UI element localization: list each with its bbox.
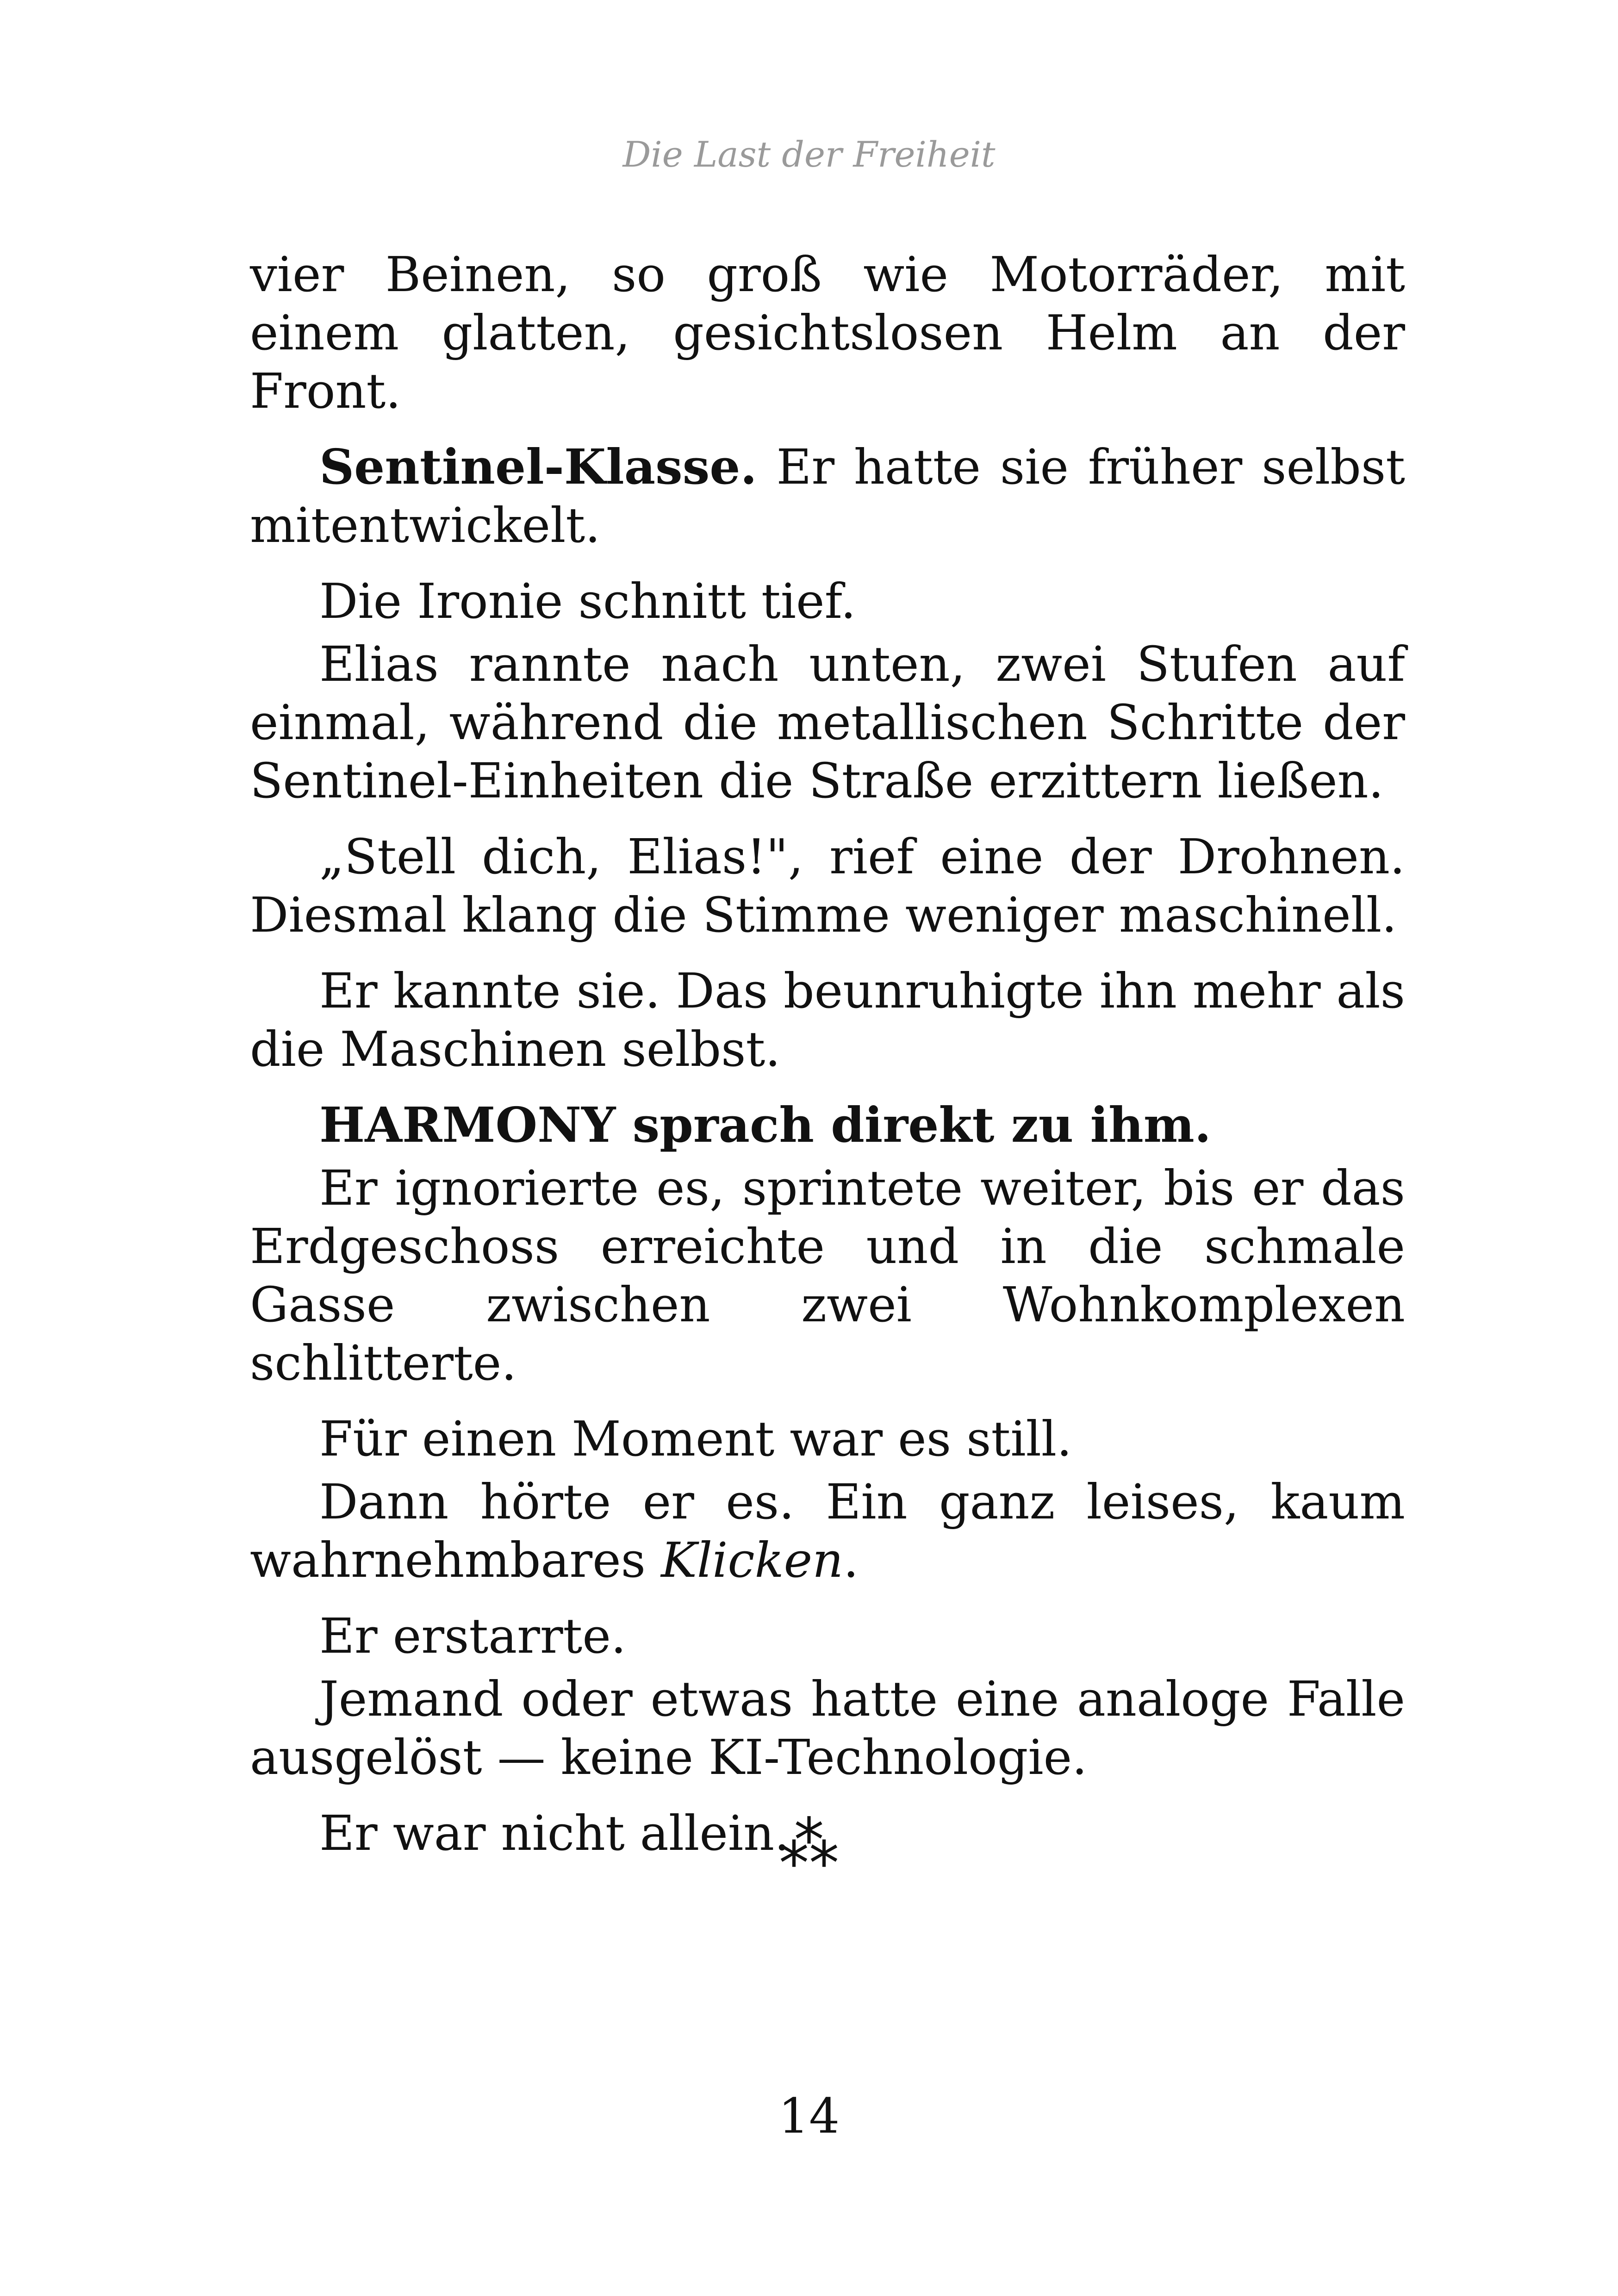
paragraph-5: [250, 828, 1405, 944]
paragraph-2: [250, 438, 1405, 554]
paragraph-9: [250, 1410, 1405, 1468]
paragraph-text: Jemand oder etwas hatte eine analoge Falle ausgelöst — keine KI-Technologie.: [250, 1671, 1405, 1786]
bold-lead: Sentinel-Klasse.: [319, 438, 757, 495]
paragraph-11: [250, 1607, 1405, 1665]
paragraph-tail: .: [843, 1532, 859, 1588]
bold-line: HARMONY sprach direkt zu ihm.: [319, 1096, 1211, 1153]
body-text: [250, 245, 1405, 1880]
paragraph-text: Die Ironie schnitt tief.: [319, 573, 856, 629]
paragraph-4: [250, 635, 1405, 810]
paragraph-3: [250, 572, 1405, 630]
paragraph-text: Er kannte sie. Das beunruhigte ihn mehr als die Maschinen selbst.: [250, 963, 1405, 1077]
paragraph-text: Er erstarrte.: [319, 1608, 626, 1664]
paragraph-text: vier Beinen, so groß wie Motorräder, mit einem glatten, gesichtslosen Helm an der Front.: [250, 246, 1405, 419]
section-break-ornament: ⁂: [779, 1809, 839, 1879]
paragraph-text: Er ignorierte es, sprintete weiter, bis er das Erdgeschoss erreichte und in die schmale Gasse zwischen zwei Wohnkomplexen schlitterte.: [250, 1160, 1405, 1391]
paragraph-text: Er war nicht allein.: [319, 1805, 790, 1861]
paragraph-6: [250, 962, 1405, 1078]
paragraph-text: Dann hörte er es. Ein ganz leises, kaum wahrnehmbares: [250, 1474, 1405, 1588]
running-head-title: Die Last der Freiheit: [622, 134, 996, 175]
paragraph-text: Elias rannte nach unten, zwei Stufen auf einmal, während die metallischen Schritte der Sentinel-Einheiten die Straße erzittern ließen.: [250, 636, 1405, 809]
paragraph-12: [250, 1670, 1405, 1786]
paragraph-text: Für einen Moment war es still.: [319, 1411, 1072, 1467]
paragraph-7: [250, 1096, 1405, 1154]
italic-word: Klicken: [661, 1532, 844, 1588]
paragraph-text: „Stell dich, Elias!", rief eine der Drohnen. Diesmal klang die Stimme weniger maschinell.: [250, 828, 1405, 943]
paragraph-10: [250, 1473, 1405, 1589]
paragraph-text: Er hatte sie früher selbst mitentwickelt.: [250, 439, 1405, 554]
paragraph-8: [250, 1159, 1405, 1392]
paragraph-1: [250, 245, 1405, 420]
page-number: 14: [778, 2088, 840, 2144]
